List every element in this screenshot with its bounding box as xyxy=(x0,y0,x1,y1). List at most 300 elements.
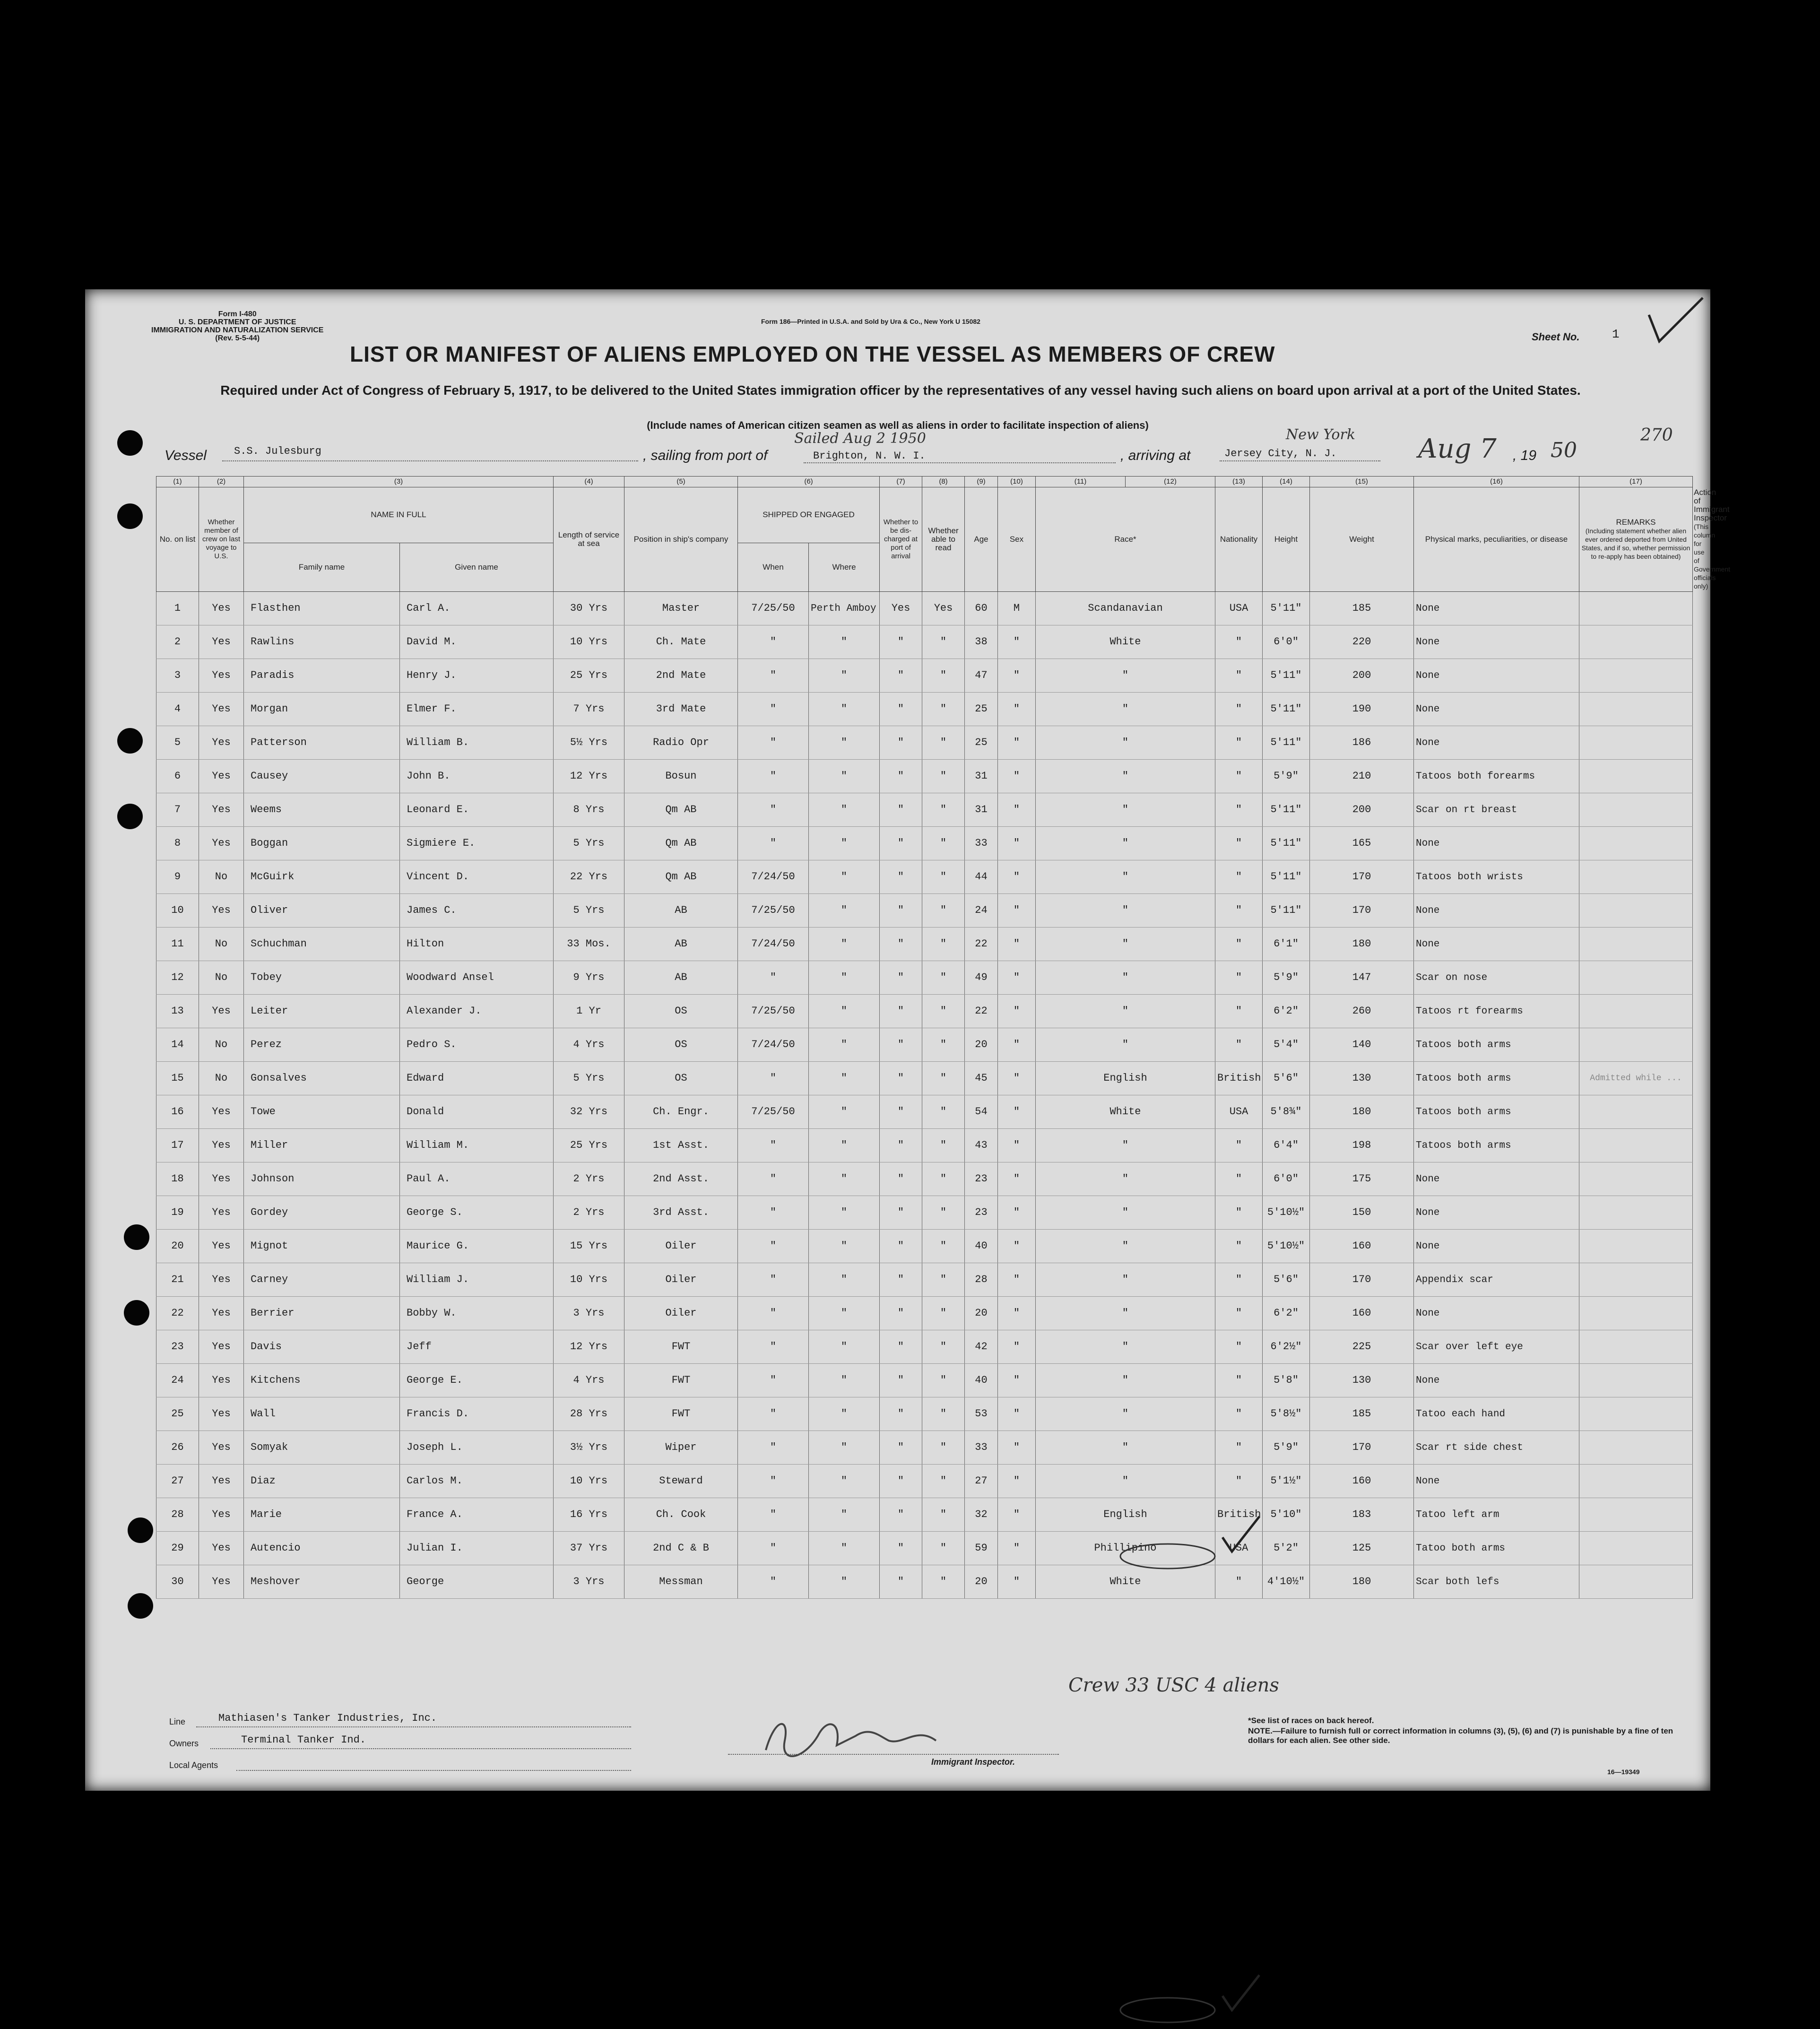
shipped-where: " xyxy=(809,760,880,793)
nationality: " xyxy=(1215,1565,1263,1599)
shipped-where: " xyxy=(809,1230,880,1263)
given-name: Bobby W. xyxy=(400,1297,554,1330)
discharged: " xyxy=(880,1532,922,1565)
shipped-when: " xyxy=(738,693,809,726)
shipped-when: 7/25/50 xyxy=(738,1095,809,1129)
punch-hole xyxy=(124,1300,149,1326)
weight: 210 xyxy=(1310,760,1414,793)
col-num-15: (15) xyxy=(1310,477,1414,487)
height: 5'11" xyxy=(1263,894,1310,928)
race: Phillipino xyxy=(1036,1532,1215,1565)
shipped-when: 7/24/50 xyxy=(738,928,809,961)
shipped-where: " xyxy=(809,860,880,894)
last-voyage: Yes xyxy=(199,793,244,827)
family-name: Marie xyxy=(244,1498,400,1532)
position: Master xyxy=(624,592,738,625)
crew-row xyxy=(156,827,1693,860)
crew-row xyxy=(156,1565,1693,1599)
sex: " xyxy=(998,1162,1036,1196)
family-name: Paradis xyxy=(244,659,400,693)
given-name: Maurice G. xyxy=(400,1230,554,1263)
line-underline xyxy=(196,1726,631,1727)
last-voyage: Yes xyxy=(199,1397,244,1431)
length-service: 10 Yrs xyxy=(554,1263,624,1297)
position: Steward xyxy=(624,1465,738,1498)
shipped-when: " xyxy=(738,1162,809,1196)
crew-row xyxy=(156,1465,1693,1498)
remarks-cell xyxy=(1579,1095,1693,1129)
crew-row xyxy=(156,1263,1693,1297)
races-note: *See list of races on back hereof. xyxy=(1248,1716,1374,1725)
given-name: Alexander J. xyxy=(400,995,554,1028)
last-voyage: Yes xyxy=(199,592,244,625)
shipped-when: " xyxy=(738,827,809,860)
physical-marks: Tatoos both arms xyxy=(1414,1062,1579,1095)
shipped-where: " xyxy=(809,961,880,995)
weight: 160 xyxy=(1310,1465,1414,1498)
position: Qm AB xyxy=(624,860,738,894)
line-label: Line xyxy=(169,1717,186,1726)
line-value: Mathiasen's Tanker Industries, Inc. xyxy=(218,1712,437,1724)
shipped-where: " xyxy=(809,1498,880,1532)
remarks-cell xyxy=(1579,1230,1693,1263)
discharged: " xyxy=(880,1263,922,1297)
position: AB xyxy=(624,961,738,995)
sex: " xyxy=(998,1465,1036,1498)
year-prefix: , 19 xyxy=(1513,448,1537,463)
year-handwritten: 50 xyxy=(1551,438,1577,462)
nationality: USA xyxy=(1215,1532,1263,1565)
col-num-4: (4) xyxy=(554,477,624,487)
length-service: 22 Yrs xyxy=(554,860,624,894)
able-read: " xyxy=(922,1162,965,1196)
age: 22 xyxy=(965,995,998,1028)
header-age: Age xyxy=(965,487,998,592)
age: 53 xyxy=(965,1397,998,1431)
age: 47 xyxy=(965,659,998,693)
discharged: " xyxy=(880,1565,922,1599)
row-number: 7 xyxy=(156,793,199,827)
row-number: 21 xyxy=(156,1263,199,1297)
sex: " xyxy=(998,726,1036,760)
port-from: Brighton, N. W. I. xyxy=(813,450,926,462)
shipped-when: 7/24/50 xyxy=(738,860,809,894)
row-number: 24 xyxy=(156,1364,199,1397)
family-name: Oliver xyxy=(244,894,400,928)
race: " xyxy=(1036,659,1215,693)
discharged: " xyxy=(880,1465,922,1498)
remarks-cell xyxy=(1579,1532,1693,1565)
row-number: 12 xyxy=(156,961,199,995)
remarks-cell xyxy=(1579,1297,1693,1330)
row-number: 19 xyxy=(156,1196,199,1230)
remarks-cell xyxy=(1579,995,1693,1028)
row-number: 15 xyxy=(156,1062,199,1095)
family-name: Kitchens xyxy=(244,1364,400,1397)
shipped-when: " xyxy=(738,1532,809,1565)
family-name: Rawlins xyxy=(244,625,400,659)
remarks-cell xyxy=(1579,793,1693,827)
height: 5'4" xyxy=(1263,1028,1310,1062)
crew-row xyxy=(156,961,1693,995)
weight: 260 xyxy=(1310,995,1414,1028)
able-read: " xyxy=(922,995,965,1028)
physical-marks: None xyxy=(1414,625,1579,659)
remarks-cell xyxy=(1579,1498,1693,1532)
race: " xyxy=(1036,1263,1215,1297)
able-read: " xyxy=(922,1062,965,1095)
height: 6'0" xyxy=(1263,625,1310,659)
crew-row xyxy=(156,1397,1693,1431)
nationality: " xyxy=(1215,894,1263,928)
age: 43 xyxy=(965,1129,998,1162)
age: 22 xyxy=(965,928,998,961)
able-read: " xyxy=(922,726,965,760)
able-read: " xyxy=(922,1196,965,1230)
header-whether-member: Whether member of crew on last voyage to U.S. xyxy=(199,487,244,592)
shipped-where: " xyxy=(809,693,880,726)
weight: 147 xyxy=(1310,961,1414,995)
row-number: 4 xyxy=(156,693,199,726)
last-voyage: Yes xyxy=(199,1330,244,1364)
vessel-label: Vessel xyxy=(165,448,207,463)
row-number: 1 xyxy=(156,592,199,625)
age: 20 xyxy=(965,1565,998,1599)
position: 3rd Asst. xyxy=(624,1196,738,1230)
check-mark-icon xyxy=(1645,296,1707,348)
last-voyage: Yes xyxy=(199,894,244,928)
race: " xyxy=(1036,693,1215,726)
header-able-read: Whether able to read xyxy=(922,487,965,592)
height: 5'1½" xyxy=(1263,1465,1310,1498)
penalty-note: NOTE.—Failure to furnish full or correct information in columns (3), (5), (6) and (7) is punishable by a fine of ten dollars for each alien. See other side. xyxy=(1248,1726,1673,1745)
given-name: William M. xyxy=(400,1129,554,1162)
discharged: " xyxy=(880,726,922,760)
crew-row xyxy=(156,760,1693,793)
length-service: 4 Yrs xyxy=(554,1028,624,1062)
physical-marks: Scar both lefs xyxy=(1414,1565,1579,1599)
weight: 200 xyxy=(1310,793,1414,827)
shipped-when: " xyxy=(738,1498,809,1532)
sex: " xyxy=(998,1196,1036,1230)
col-num-2: (2) xyxy=(199,477,244,487)
remarks-cell xyxy=(1579,1431,1693,1465)
arrival-date-handwritten: Aug 7 xyxy=(1418,434,1497,464)
last-voyage: Yes xyxy=(199,1532,244,1565)
shipped-where: " xyxy=(809,625,880,659)
length-service: 2 Yrs xyxy=(554,1162,624,1196)
able-read: " xyxy=(922,961,965,995)
length-service: 5½ Yrs xyxy=(554,726,624,760)
length-service: 4 Yrs xyxy=(554,1364,624,1397)
race: Scandanavian xyxy=(1036,592,1215,625)
shipped-where: " xyxy=(809,995,880,1028)
physical-marks: Tatoos both arms xyxy=(1414,1028,1579,1062)
crew-row xyxy=(156,1498,1693,1532)
weight: 185 xyxy=(1310,592,1414,625)
weight: 185 xyxy=(1310,1397,1414,1431)
sex: " xyxy=(998,827,1036,860)
given-name: France A. xyxy=(400,1498,554,1532)
discharged: " xyxy=(880,1498,922,1532)
position: Bosun xyxy=(624,760,738,793)
vessel-underline xyxy=(222,460,638,461)
weight: 140 xyxy=(1310,1028,1414,1062)
age: 44 xyxy=(965,860,998,894)
column-number-row xyxy=(156,477,1693,487)
race: " xyxy=(1036,1330,1215,1364)
shipped-when: " xyxy=(738,1263,809,1297)
shipped-when: " xyxy=(738,1465,809,1498)
last-voyage: No xyxy=(199,1062,244,1095)
family-name: Causey xyxy=(244,760,400,793)
nationality: " xyxy=(1215,760,1263,793)
physical-marks: None xyxy=(1414,1465,1579,1498)
inspector-label: Immigrant Inspector. xyxy=(931,1757,1015,1767)
position: Oiler xyxy=(624,1297,738,1330)
header-nationality: Nationality xyxy=(1215,487,1263,592)
sex: M xyxy=(998,592,1036,625)
shipped-where: " xyxy=(809,1095,880,1129)
weight: 170 xyxy=(1310,894,1414,928)
race: " xyxy=(1036,1297,1215,1330)
shipped-where: " xyxy=(809,793,880,827)
race: " xyxy=(1036,1196,1215,1230)
weight: 170 xyxy=(1310,1431,1414,1465)
given-name: George xyxy=(400,1565,554,1599)
remarks-cell xyxy=(1579,693,1693,726)
last-voyage: Yes xyxy=(199,995,244,1028)
age: 60 xyxy=(965,592,998,625)
physical-marks: Tatoo each hand xyxy=(1414,1397,1579,1431)
given-name: Elmer F. xyxy=(400,693,554,726)
age: 40 xyxy=(965,1364,998,1397)
last-voyage: No xyxy=(199,961,244,995)
length-service: 1 Yr xyxy=(554,995,624,1028)
col-num-10: (10) xyxy=(998,477,1036,487)
race: " xyxy=(1036,1162,1215,1196)
discharged: " xyxy=(880,1431,922,1465)
remarks-cell xyxy=(1579,1397,1693,1431)
header-no-on-list: No. on list xyxy=(156,487,199,592)
sheet-number: 1 xyxy=(1612,327,1620,341)
physical-marks: Tatoos rt forearms xyxy=(1414,995,1579,1028)
remarks-cell xyxy=(1579,860,1693,894)
crew-row xyxy=(156,1297,1693,1330)
length-service: 3½ Yrs xyxy=(554,1431,624,1465)
port-from-underline xyxy=(804,462,1116,463)
age: 38 xyxy=(965,625,998,659)
punch-hole xyxy=(128,1517,153,1543)
col-num-9: (9) xyxy=(965,477,998,487)
crew-row xyxy=(156,1532,1693,1565)
position: 2nd C & B xyxy=(624,1532,738,1565)
race: " xyxy=(1036,1431,1215,1465)
shipped-where: " xyxy=(809,1028,880,1062)
given-name: William B. xyxy=(400,726,554,760)
length-service: 33 Mos. xyxy=(554,928,624,961)
physical-marks: Tatoos both wrists xyxy=(1414,860,1579,894)
family-name: Berrier xyxy=(244,1297,400,1330)
port-to: Jersey City, N. J. xyxy=(1224,448,1337,460)
arriving-handwritten: New York xyxy=(1286,426,1355,443)
sex: " xyxy=(998,1532,1036,1565)
given-name: Leonard E. xyxy=(400,793,554,827)
height: 5'11" xyxy=(1263,860,1310,894)
height: 5'11" xyxy=(1263,693,1310,726)
discharged: " xyxy=(880,1095,922,1129)
header-race: Race* xyxy=(1036,487,1215,592)
row-number: 29 xyxy=(156,1532,199,1565)
remarks-cell xyxy=(1579,760,1693,793)
punch-hole xyxy=(117,804,143,829)
col-num-12: (12) xyxy=(1126,477,1215,487)
age: 31 xyxy=(965,760,998,793)
discharged: " xyxy=(880,625,922,659)
position: Ch. Mate xyxy=(624,625,738,659)
last-voyage: Yes xyxy=(199,1297,244,1330)
weight: 186 xyxy=(1310,726,1414,760)
age: 42 xyxy=(965,1330,998,1364)
shipped-when: " xyxy=(738,1297,809,1330)
nationality: " xyxy=(1215,995,1263,1028)
sex: " xyxy=(998,860,1036,894)
owners-label: Owners xyxy=(169,1739,199,1748)
header-weight: Weight xyxy=(1310,487,1414,592)
height: 5'2" xyxy=(1263,1532,1310,1565)
last-voyage: Yes xyxy=(199,1431,244,1465)
shipped-where: " xyxy=(809,1532,880,1565)
shipped-where: " xyxy=(809,1162,880,1196)
last-voyage: Yes xyxy=(199,760,244,793)
able-read: " xyxy=(922,1498,965,1532)
shipped-where: " xyxy=(809,1297,880,1330)
family-name: Tobey xyxy=(244,961,400,995)
race: " xyxy=(1036,1230,1215,1263)
last-voyage: Yes xyxy=(199,1162,244,1196)
length-service: 5 Yrs xyxy=(554,827,624,860)
physical-marks: None xyxy=(1414,1196,1579,1230)
race: " xyxy=(1036,726,1215,760)
nationality: " xyxy=(1215,1263,1263,1297)
col-num-7: (7) xyxy=(880,477,922,487)
sex: " xyxy=(998,1498,1036,1532)
nationality: " xyxy=(1215,1129,1263,1162)
sex: " xyxy=(998,659,1036,693)
position: FWT xyxy=(624,1397,738,1431)
discharged: " xyxy=(880,928,922,961)
physical-marks: Scar on nose xyxy=(1414,961,1579,995)
weight: 190 xyxy=(1310,693,1414,726)
length-service: 30 Yrs xyxy=(554,592,624,625)
sex: " xyxy=(998,1062,1036,1095)
crew-row xyxy=(156,1330,1693,1364)
last-voyage: Yes xyxy=(199,693,244,726)
able-read: " xyxy=(922,793,965,827)
shipped-when: 7/25/50 xyxy=(738,894,809,928)
sex: " xyxy=(998,1397,1036,1431)
age: 49 xyxy=(965,961,998,995)
age: 27 xyxy=(965,1465,998,1498)
crew-row xyxy=(156,659,1693,693)
remarks-cell xyxy=(1579,961,1693,995)
last-voyage: Yes xyxy=(199,1129,244,1162)
punch-hole xyxy=(117,503,143,529)
discharged: " xyxy=(880,693,922,726)
shipped-where: " xyxy=(809,1565,880,1599)
agents-label: Local Agents xyxy=(169,1760,218,1770)
remarks-subtitle: (Including statement whether alien ever ordered deported from United States, and if so, whether permission to re-apply has been obtained) xyxy=(1581,527,1690,560)
crew-row xyxy=(156,995,1693,1028)
able-read: " xyxy=(922,827,965,860)
able-read: " xyxy=(922,1095,965,1129)
inspector-underline xyxy=(728,1754,1059,1755)
physical-marks: None xyxy=(1414,1297,1579,1330)
inspector-signature xyxy=(747,1708,955,1769)
crew-row xyxy=(156,1431,1693,1465)
discharged: " xyxy=(880,860,922,894)
header-physical: Physical marks, peculiarities, or disease xyxy=(1414,487,1579,592)
height: 5'8" xyxy=(1263,1364,1310,1397)
race: " xyxy=(1036,995,1215,1028)
sex: " xyxy=(998,625,1036,659)
family-name: Davis xyxy=(244,1330,400,1364)
length-service: 12 Yrs xyxy=(554,760,624,793)
sex: " xyxy=(998,1431,1036,1465)
length-service: 25 Yrs xyxy=(554,659,624,693)
header-shipped-engaged: SHIPPED OR ENGAGED xyxy=(738,487,880,543)
shipped-where: " xyxy=(809,1330,880,1364)
shipped-where: " xyxy=(809,1196,880,1230)
height: 5'11" xyxy=(1263,726,1310,760)
remarks-cell xyxy=(1579,827,1693,860)
crew-row xyxy=(156,1364,1693,1397)
shipped-when: 7/24/50 xyxy=(738,1028,809,1062)
given-name: Carl A. xyxy=(400,592,554,625)
shipped-when: " xyxy=(738,961,809,995)
given-name: Henry J. xyxy=(400,659,554,693)
row-number: 18 xyxy=(156,1162,199,1196)
able-read: " xyxy=(922,860,965,894)
stamp-number: 270 xyxy=(1640,425,1673,445)
col-num-3: (3) xyxy=(244,477,554,487)
age: 20 xyxy=(965,1028,998,1062)
family-name: Miller xyxy=(244,1129,400,1162)
given-name: Julian I. xyxy=(400,1532,554,1565)
sex: " xyxy=(998,961,1036,995)
length-service: 8 Yrs xyxy=(554,793,624,827)
position: Qm AB xyxy=(624,793,738,827)
height: 6'2" xyxy=(1263,1297,1310,1330)
family-name: McGuirk xyxy=(244,860,400,894)
row-number: 20 xyxy=(156,1230,199,1263)
height: 5'11" xyxy=(1263,793,1310,827)
col-num-1: (1) xyxy=(156,477,199,487)
discharged: " xyxy=(880,995,922,1028)
shipped-when: " xyxy=(738,793,809,827)
shipped-where: " xyxy=(809,1062,880,1095)
race: " xyxy=(1036,1364,1215,1397)
nationality: " xyxy=(1215,928,1263,961)
crew-row xyxy=(156,1230,1693,1263)
col-num-11: (11) xyxy=(1036,477,1126,487)
race: " xyxy=(1036,760,1215,793)
nationality: " xyxy=(1215,1330,1263,1364)
weight: 200 xyxy=(1310,659,1414,693)
check-mark-icon xyxy=(1220,1514,1262,1556)
height: 6'1" xyxy=(1263,928,1310,961)
shipped-where: " xyxy=(809,1431,880,1465)
